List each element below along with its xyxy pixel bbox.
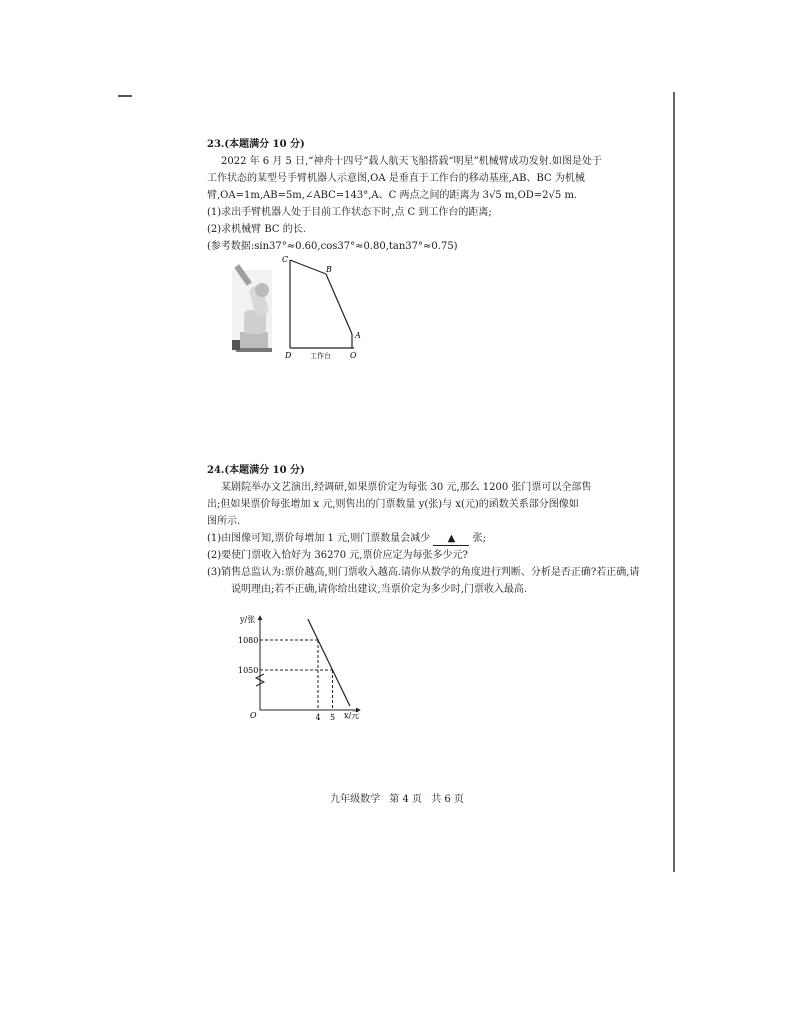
question-24 [207, 462, 647, 598]
question-23 [207, 136, 647, 255]
x-axis-label: x/元 [344, 711, 360, 720]
robot-arm-photo [232, 264, 272, 352]
q24-header: 24.(本题满分 10 分) [207, 465, 305, 476]
q24-line-2: 出;但如果票价每张增加 x 元,则售出的门票数量 y(张)与 x(元)的函数关系部分图像如 [207, 499, 579, 510]
x-tick-4: 4 [315, 713, 321, 720]
label-workbench: 工作台 [310, 352, 331, 360]
q24-line-1: 某剧院举办文艺演出,经调研,如果票价定为每张 30 元,那么 1200 张门票可以全部售 [221, 482, 592, 493]
answer-blank[interactable]: ▲ [433, 533, 469, 546]
q23-line-1: 2022 年 6 月 5 日,“神舟十四号”载人航天飞船搭载“明星”机械臂成功发射.如图是处于 [221, 156, 602, 167]
label-C: C [282, 255, 289, 264]
q24-sub-1-text: (1)由图像可知,票价每增加 1 元,则门票数量会减少 [207, 533, 431, 544]
scan-edge-top [118, 95, 132, 97]
origin-label: O [250, 711, 257, 720]
q24-sub-3: (3)销售总监认为:票价越高,则门票收入越高.请你从数学的角度进行判断、分析是否正确?若正确,请说明理由;若不正确,请你给出建议,当票价定为多少时,门票收入最高. [207, 567, 640, 595]
footer-subject: 九年级数学 [330, 794, 381, 805]
label-A: A [355, 331, 361, 340]
footer-total: 共 6 页 [431, 794, 464, 805]
q24-sub-1-unit: 张; [472, 533, 486, 544]
page-footer [0, 790, 794, 805]
arm-schematic [290, 260, 354, 348]
q24-line-3: 图所示. [207, 516, 241, 527]
q23-line-3: 臂,OA=1m,AB=5m,∠ABC=143°,A、C 两点之间的距离为 3√5 m,OD=2√5 m. [207, 190, 578, 201]
label-O: O [350, 351, 357, 360]
q23-reference-data: (参考数据:sin37°≈0.60,cos37°≈0.80,tan37°≈0.75) [207, 241, 458, 252]
q23-header: 23.(本题满分 10 分) [207, 139, 305, 150]
y-axis-label: y/张 [240, 615, 256, 624]
label-D: D [285, 351, 292, 360]
function-line [308, 619, 350, 706]
q24-sub-1 [207, 530, 647, 547]
q23-figure [232, 252, 372, 366]
q23-sub-2: (2)求机械臂 BC 的长. [207, 224, 306, 235]
q24-sub-2: (2)要使门票收入恰好为 36270 元,票价应定为每张多少元? [207, 550, 468, 561]
guide-lines [260, 640, 333, 710]
y-tick-1080: 1080 [238, 636, 259, 645]
x-tick-5: 5 [330, 713, 336, 720]
scan-edge-right [673, 92, 675, 872]
label-B: B [326, 265, 332, 274]
function-graph [232, 610, 372, 720]
robot-diagram [232, 252, 372, 362]
q23-sub-1: (1)求出手臂机器人处于目前工作状态下时,点 C 到工作台的距离; [207, 207, 492, 218]
footer-page: 第 4 页 [389, 794, 422, 805]
axis-break-mark [256, 674, 264, 686]
q24-graph [232, 610, 372, 724]
y-tick-1050: 1050 [238, 666, 259, 675]
q23-line-2: 工作状态的某型号手臂机器人示意图,OA 是垂直于工作台的移动基座,AB、BC 为机械 [207, 173, 585, 184]
